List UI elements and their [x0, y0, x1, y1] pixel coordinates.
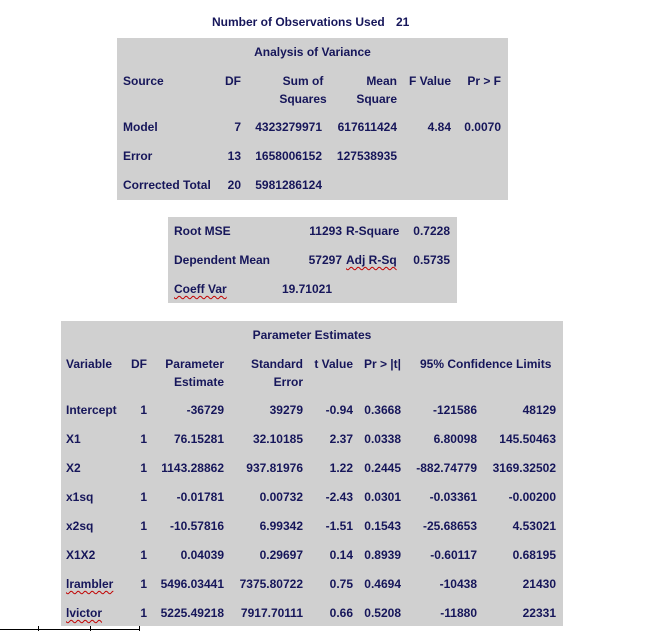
anova-row-ss: 5981286124	[255, 178, 322, 192]
param-row-p: 0.1543	[364, 519, 401, 533]
param-row-stderr: 32.10185	[252, 432, 303, 446]
anova-row-ms: 617611424	[337, 120, 397, 134]
param-row-estimate: -0.01781	[176, 490, 224, 504]
param-row-p: 0.0301	[364, 490, 401, 504]
params-header-stderr-2: Error	[273, 375, 303, 389]
anova-row-ms: 127538935	[336, 149, 397, 163]
coeff-var-label: Coeff Var	[174, 282, 227, 296]
param-row-stderr: 937.81976	[246, 461, 303, 475]
param-row-ci-upper: 22331	[522, 606, 556, 620]
param-row-stderr: 0.29697	[259, 548, 303, 562]
anova-row-source: Corrected Total	[123, 178, 211, 192]
param-row-t: 0.66	[329, 606, 353, 620]
param-row-p: 0.2445	[364, 461, 401, 475]
param-row-ci-lower: -121586	[432, 403, 477, 417]
param-row-df: 1	[140, 403, 147, 417]
param-row-t: 0.14	[329, 548, 353, 562]
anova-row-f: 4.84	[427, 120, 451, 134]
param-row-variable: x1sq	[66, 490, 94, 504]
table-border-tick	[90, 626, 91, 631]
dependent-mean-value: 57297	[308, 253, 342, 267]
param-row-df: 1	[140, 577, 147, 591]
params-header-estimate-2: Estimate	[173, 375, 224, 389]
anova-row-df: 7	[234, 120, 241, 134]
param-row-df: 1	[140, 432, 147, 446]
parameter-estimates-panel	[61, 321, 563, 626]
observations-label: Number of Observations Used	[212, 15, 385, 29]
anova-row-df: 20	[227, 178, 241, 192]
param-row-estimate: 0.04039	[180, 548, 224, 562]
param-row-t: -2.43	[325, 490, 353, 504]
param-row-ci-upper: -0.00200	[508, 490, 556, 504]
anova-header-ms-1: Mean	[366, 74, 397, 88]
param-row-ci-lower: -882.74779	[416, 461, 477, 475]
params-title: Parameter Estimates	[252, 328, 372, 342]
anova-row-source: Model	[123, 120, 158, 134]
param-row-variable: Intercept	[66, 403, 117, 417]
anova-header-df: DF	[225, 74, 241, 88]
param-row-t: 0.75	[329, 577, 353, 591]
params-header-p: Pr > |t|	[363, 357, 401, 371]
param-row-ci-lower: -11880	[440, 606, 477, 620]
param-row-ci-upper: 3169.32502	[492, 461, 556, 475]
param-row-p: 0.8939	[364, 548, 401, 562]
anova-header-source: Source	[123, 74, 164, 88]
anova-row-ss: 4323279971	[255, 120, 322, 134]
root-mse-value: 11293	[309, 224, 342, 238]
root-mse-label: Root MSE	[174, 224, 231, 238]
param-row-df: 1	[140, 461, 147, 475]
rsquare-value: 0.7228	[413, 224, 450, 238]
anova-header-ss-1: Sum of	[282, 74, 324, 88]
param-row-estimate: 76.15281	[173, 432, 224, 446]
param-row-df: 1	[140, 548, 147, 562]
table-border-tick	[38, 626, 39, 631]
param-row-ci-upper: 0.68195	[512, 548, 556, 562]
adj-rsq-label: Adj R-Sq	[346, 253, 397, 267]
param-row-p: 0.3668	[364, 403, 401, 417]
coeff-var-value: 19.71021	[281, 282, 332, 296]
param-row-variable: X1	[66, 432, 81, 446]
param-row-stderr: 6.99342	[259, 519, 303, 533]
dependent-mean-label: Dependent Mean	[174, 253, 271, 267]
adj-rsq-value: 0.5735	[413, 253, 450, 267]
param-row-estimate: -36729	[186, 403, 224, 417]
param-row-df: 1	[140, 606, 147, 620]
param-row-variable: lrambler	[66, 577, 114, 591]
observations-value: 21	[396, 15, 410, 29]
param-row-df: 1	[140, 490, 147, 504]
param-row-t: 1.22	[329, 461, 353, 475]
param-row-variable: x2sq	[66, 519, 94, 533]
rsquare-label: R-Square	[346, 224, 400, 238]
param-row-ci-upper: 48129	[522, 403, 556, 417]
param-row-ci-upper: 145.50463	[499, 432, 556, 446]
param-row-stderr: 39279	[269, 403, 303, 417]
param-row-t: -0.94	[325, 403, 353, 417]
anova-panel	[117, 38, 508, 200]
params-header-t: t Value	[314, 357, 353, 371]
anova-header-ms-2: Square	[356, 92, 397, 106]
param-row-p: 0.4694	[364, 577, 401, 591]
anova-row-df: 13	[227, 149, 241, 163]
param-row-variable: lvictor	[66, 606, 103, 620]
anova-row-ss: 1658006152	[255, 149, 322, 163]
anova-title: Analysis of Variance	[254, 45, 371, 59]
param-row-stderr: 7917.70111	[240, 606, 303, 620]
param-row-variable: X1X2	[66, 548, 96, 562]
table-border-line	[0, 629, 140, 630]
param-row-ci-lower: -0.03361	[429, 490, 477, 504]
param-row-stderr: 7375.80722	[239, 577, 303, 591]
param-row-estimate: 5225.49218	[160, 606, 224, 620]
param-row-ci-lower: -25.68653	[422, 519, 477, 533]
param-row-estimate: 1143.28862	[161, 461, 224, 475]
anova-row-source: Error	[123, 149, 153, 163]
params-header-variable: Variable	[66, 357, 113, 371]
param-row-estimate: -10.57816	[169, 519, 224, 533]
table-border-tick	[139, 626, 140, 631]
params-header-df: DF	[131, 357, 147, 371]
param-row-stderr: 0.00732	[259, 490, 303, 504]
param-row-ci-lower: -0.60117	[430, 548, 477, 562]
anova-header-ss-2: Squares	[279, 92, 327, 106]
fit-stats-panel	[168, 217, 457, 303]
param-row-ci-lower: -10438	[439, 577, 477, 591]
param-row-estimate: 5496.03441	[160, 577, 224, 591]
params-header-stderr-1: Standard	[250, 357, 303, 371]
param-row-p: 0.0338	[364, 432, 401, 446]
param-row-t: -1.51	[325, 519, 353, 533]
param-row-df: 1	[140, 519, 147, 533]
anova-header-p: Pr > F	[467, 74, 501, 88]
param-row-p: 0.5208	[364, 606, 401, 620]
params-header-estimate-1: Parameter	[165, 357, 224, 371]
param-row-t: 2.37	[329, 432, 353, 446]
param-row-ci-upper: 21430	[522, 577, 556, 591]
param-row-ci-lower: 6.80098	[433, 432, 477, 446]
anova-row-p: 0.0070	[464, 120, 501, 134]
params-header-ci: 95% Confidence Limits	[420, 357, 552, 371]
anova-header-f: F Value	[408, 74, 451, 88]
param-row-variable: X2	[66, 461, 81, 475]
param-row-ci-upper: 4.53021	[512, 519, 556, 533]
